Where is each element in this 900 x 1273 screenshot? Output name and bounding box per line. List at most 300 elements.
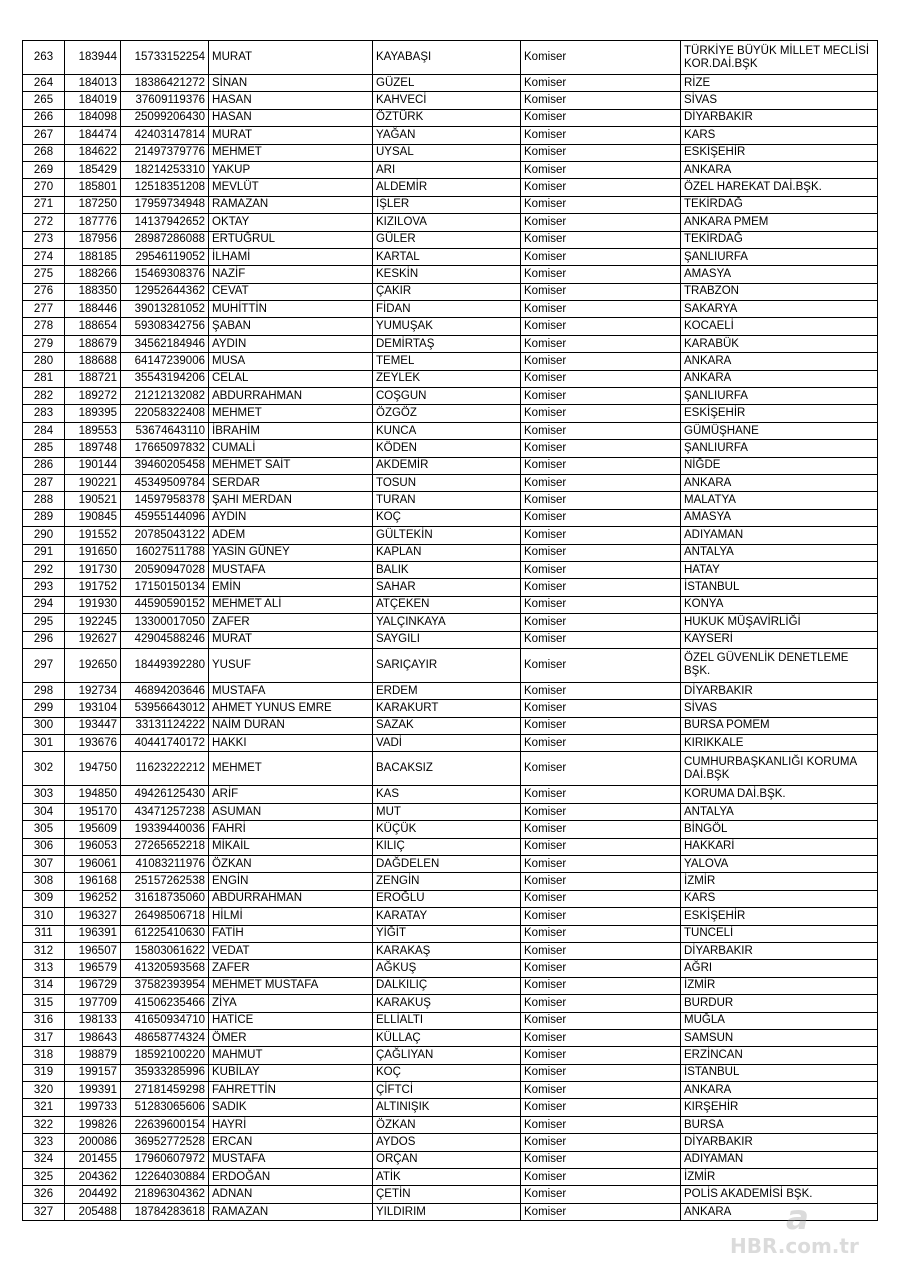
cell-id-number: 21896304362 (121, 1186, 209, 1203)
table-row (23, 1047, 878, 1064)
cell-id-number: 17665097832 (121, 440, 209, 457)
cell-rank: Komiser (521, 717, 681, 734)
cell-row-number: 266 (23, 109, 65, 126)
table-row (23, 335, 878, 352)
cell-unit: İZMİR (681, 873, 878, 890)
cell-unit: GÜMÜŞHANE (681, 422, 878, 439)
cell-first-name: CELAL (209, 370, 373, 387)
cell-registry-number: 198133 (65, 1012, 121, 1029)
cell-last-name: GÜLER (373, 231, 521, 248)
cell-unit: ERZİNCAN (681, 1047, 878, 1064)
cell-registry-number: 198879 (65, 1047, 121, 1064)
cell-unit: HAKKARİ (681, 838, 878, 855)
cell-rank: Komiser (521, 1047, 681, 1064)
cell-registry-number: 196579 (65, 960, 121, 977)
cell-registry-number: 185429 (65, 161, 121, 178)
cell-last-name: COŞGUN (373, 388, 521, 405)
cell-rank: Komiser (521, 144, 681, 161)
cell-registry-number: 200086 (65, 1134, 121, 1151)
table-row (23, 1169, 878, 1186)
table-row (23, 1012, 878, 1029)
cell-last-name: BALIK (373, 561, 521, 578)
cell-id-number: 15803061622 (121, 942, 209, 959)
cell-unit: AMASYA (681, 509, 878, 526)
cell-id-number: 41650934710 (121, 1012, 209, 1029)
cell-unit: KARS (681, 890, 878, 907)
cell-unit: DİYARBAKIR (681, 109, 878, 126)
cell-rank: Komiser (521, 838, 681, 855)
table-row (23, 405, 878, 422)
cell-first-name: MEHMET SAİT (209, 457, 373, 474)
cell-registry-number: 199391 (65, 1082, 121, 1099)
cell-first-name: EMİN (209, 579, 373, 596)
cell-rank: Komiser (521, 1099, 681, 1116)
table-row (23, 492, 878, 509)
cell-registry-number: 199826 (65, 1116, 121, 1133)
cell-unit: KONYA (681, 596, 878, 613)
table-row (23, 890, 878, 907)
cell-id-number: 17150150134 (121, 579, 209, 596)
cell-id-number: 19339440036 (121, 821, 209, 838)
cell-id-number: 40441740172 (121, 735, 209, 752)
cell-row-number: 323 (23, 1134, 65, 1151)
cell-row-number: 277 (23, 301, 65, 318)
cell-registry-number: 184013 (65, 75, 121, 92)
cell-rank: Komiser (521, 648, 681, 682)
cell-id-number: 25099206430 (121, 109, 209, 126)
cell-first-name: HİLMİ (209, 908, 373, 925)
cell-id-number: 11623222212 (121, 752, 209, 786)
cell-first-name: ERCAN (209, 1134, 373, 1151)
cell-first-name: HAKKI (209, 735, 373, 752)
cell-last-name: YALÇINKAYA (373, 614, 521, 631)
cell-id-number: 45955144096 (121, 509, 209, 526)
cell-unit: ANKARA (681, 1203, 878, 1220)
cell-rank: Komiser (521, 266, 681, 283)
cell-id-number: 39013281052 (121, 301, 209, 318)
cell-registry-number: 197709 (65, 995, 121, 1012)
cell-last-name: KESKİN (373, 266, 521, 283)
table-row (23, 786, 878, 803)
cell-id-number: 18784283618 (121, 1203, 209, 1220)
cell-id-number: 25157262538 (121, 873, 209, 890)
cell-last-name: GÜZEL (373, 75, 521, 92)
cell-last-name: KARATAY (373, 908, 521, 925)
cell-row-number: 269 (23, 161, 65, 178)
cell-registry-number: 191730 (65, 561, 121, 578)
cell-first-name: CUMALİ (209, 440, 373, 457)
cell-row-number: 318 (23, 1047, 65, 1064)
cell-first-name: MEHMET MUSTAFA (209, 977, 373, 994)
cell-unit: POLİS AKADEMİSİ BŞK. (681, 1186, 878, 1203)
cell-first-name: MUSA (209, 353, 373, 370)
cell-last-name: KÜLLAÇ (373, 1029, 521, 1046)
cell-first-name: VEDAT (209, 942, 373, 959)
cell-row-number: 304 (23, 803, 65, 820)
cell-first-name: NAİM DURAN (209, 717, 373, 734)
cell-last-name: GÜLTEKİN (373, 527, 521, 544)
cell-rank: Komiser (521, 925, 681, 942)
cell-unit: NİĞDE (681, 457, 878, 474)
cell-rank: Komiser (521, 509, 681, 526)
cell-row-number: 325 (23, 1169, 65, 1186)
cell-registry-number: 205488 (65, 1203, 121, 1220)
cell-last-name: ÇETİN (373, 1186, 521, 1203)
cell-unit: BİNGÖL (681, 821, 878, 838)
cell-rank: Komiser (521, 942, 681, 959)
cell-unit: KAYSERİ (681, 631, 878, 648)
cell-id-number: 22639600154 (121, 1116, 209, 1133)
cell-registry-number: 184622 (65, 144, 121, 161)
cell-last-name: KILIÇ (373, 838, 521, 855)
cell-first-name: MEHMET (209, 405, 373, 422)
cell-first-name: RAMAZAN (209, 196, 373, 213)
cell-last-name: ATİK (373, 1169, 521, 1186)
cell-row-number: 299 (23, 700, 65, 717)
cell-first-name: MEHMET (209, 752, 373, 786)
table-row (23, 370, 878, 387)
cell-first-name: FATİH (209, 925, 373, 942)
cell-last-name: KARAKAŞ (373, 942, 521, 959)
cell-last-name: ALDEMİR (373, 179, 521, 196)
cell-id-number: 45349509784 (121, 474, 209, 491)
table-row (23, 579, 878, 596)
cell-rank: Komiser (521, 474, 681, 491)
table-row (23, 752, 878, 786)
cell-id-number: 27181459298 (121, 1082, 209, 1099)
cell-last-name: KOÇ (373, 1064, 521, 1081)
cell-last-name: ÖZTÜRK (373, 109, 521, 126)
cell-first-name: MUSTAFA (209, 682, 373, 699)
cell-last-name: VADİ (373, 735, 521, 752)
cell-row-number: 270 (23, 179, 65, 196)
cell-last-name: ÇİFTCİ (373, 1082, 521, 1099)
cell-id-number: 35543194206 (121, 370, 209, 387)
cell-id-number: 64147239006 (121, 353, 209, 370)
cell-row-number: 272 (23, 214, 65, 231)
cell-registry-number: 196327 (65, 908, 121, 925)
cell-registry-number: 193676 (65, 735, 121, 752)
cell-unit: ŞANLIURFA (681, 248, 878, 265)
table-row (23, 1099, 878, 1116)
cell-row-number: 309 (23, 890, 65, 907)
cell-id-number: 14597958378 (121, 492, 209, 509)
cell-registry-number: 188185 (65, 248, 121, 265)
cell-first-name: ASUMAN (209, 803, 373, 820)
cell-unit: KOCAELİ (681, 318, 878, 335)
cell-id-number: 37609119376 (121, 92, 209, 109)
cell-id-number: 28987286088 (121, 231, 209, 248)
table-row (23, 682, 878, 699)
table-row (23, 196, 878, 213)
cell-last-name: TURAN (373, 492, 521, 509)
cell-rank: Komiser (521, 231, 681, 248)
cell-unit: TEKİRDAĞ (681, 196, 878, 213)
cell-last-name: KÖDEN (373, 440, 521, 457)
cell-rank: Komiser (521, 1169, 681, 1186)
cell-unit: SİVAS (681, 92, 878, 109)
cell-id-number: 26498506718 (121, 908, 209, 925)
cell-first-name: SERDAR (209, 474, 373, 491)
table-row (23, 544, 878, 561)
cell-registry-number: 190845 (65, 509, 121, 526)
cell-registry-number: 190144 (65, 457, 121, 474)
cell-rank: Komiser (521, 1082, 681, 1099)
table-row (23, 838, 878, 855)
cell-id-number: 18386421272 (121, 75, 209, 92)
cell-unit: HATAY (681, 561, 878, 578)
cell-last-name: ATÇEKEN (373, 596, 521, 613)
cell-first-name: RAMAZAN (209, 1203, 373, 1220)
cell-row-number: 283 (23, 405, 65, 422)
cell-registry-number: 193104 (65, 700, 121, 717)
cell-row-number: 305 (23, 821, 65, 838)
cell-last-name: YAĞAN (373, 127, 521, 144)
cell-last-name: ÇAKIR (373, 283, 521, 300)
table-row (23, 631, 878, 648)
cell-rank: Komiser (521, 682, 681, 699)
cell-first-name: MUSTAFA (209, 561, 373, 578)
cell-row-number: 273 (23, 231, 65, 248)
cell-row-number: 308 (23, 873, 65, 890)
cell-unit: KIRŞEHİR (681, 1099, 878, 1116)
cell-first-name: FAHRETTİN (209, 1082, 373, 1099)
table-row (23, 995, 878, 1012)
cell-registry-number: 188688 (65, 353, 121, 370)
cell-row-number: 320 (23, 1082, 65, 1099)
cell-unit: ANTALYA (681, 803, 878, 820)
cell-registry-number: 189395 (65, 405, 121, 422)
cell-rank: Komiser (521, 318, 681, 335)
cell-row-number: 321 (23, 1099, 65, 1116)
cell-last-name: ORÇAN (373, 1151, 521, 1168)
cell-id-number: 17960607972 (121, 1151, 209, 1168)
table-row (23, 318, 878, 335)
cell-first-name: İLHAMİ (209, 248, 373, 265)
cell-id-number: 12264030884 (121, 1169, 209, 1186)
cell-registry-number: 184019 (65, 92, 121, 109)
cell-last-name: TEMEL (373, 353, 521, 370)
cell-first-name: ARİF (209, 786, 373, 803)
table-row (23, 422, 878, 439)
cell-unit: ESKİŞEHİR (681, 405, 878, 422)
cell-unit: İZMİR (681, 977, 878, 994)
cell-unit: DİYARBAKIR (681, 942, 878, 959)
table-row (23, 527, 878, 544)
table-row (23, 735, 878, 752)
cell-row-number: 315 (23, 995, 65, 1012)
cell-id-number: 31618735060 (121, 890, 209, 907)
table-row (23, 1186, 878, 1203)
cell-last-name: KOÇ (373, 509, 521, 526)
cell-row-number: 291 (23, 544, 65, 561)
cell-first-name: SİNAN (209, 75, 373, 92)
cell-id-number: 41506235466 (121, 995, 209, 1012)
cell-row-number: 274 (23, 248, 65, 265)
cell-registry-number: 188446 (65, 301, 121, 318)
cell-last-name: SAYGILI (373, 631, 521, 648)
cell-first-name: MEVLÜT (209, 179, 373, 196)
cell-id-number: 43471257238 (121, 803, 209, 820)
cell-unit: ANKARA (681, 353, 878, 370)
cell-row-number: 289 (23, 509, 65, 526)
cell-registry-number: 185801 (65, 179, 121, 196)
table-row (23, 144, 878, 161)
cell-rank: Komiser (521, 1029, 681, 1046)
cell-row-number: 310 (23, 908, 65, 925)
cell-id-number: 35933285996 (121, 1064, 209, 1081)
cell-rank: Komiser (521, 631, 681, 648)
cell-last-name: ÖZGÖZ (373, 405, 521, 422)
cell-registry-number: 195170 (65, 803, 121, 820)
cell-row-number: 317 (23, 1029, 65, 1046)
cell-first-name: MURAT (209, 631, 373, 648)
table-row (23, 179, 878, 196)
cell-row-number: 285 (23, 440, 65, 457)
cell-unit: TRABZON (681, 283, 878, 300)
cell-last-name: AĞKUŞ (373, 960, 521, 977)
cell-last-name: KARTAL (373, 248, 521, 265)
cell-unit: İZMİR (681, 1169, 878, 1186)
cell-unit: ESKİŞEHİR (681, 144, 878, 161)
cell-row-number: 267 (23, 127, 65, 144)
cell-id-number: 16027511788 (121, 544, 209, 561)
cell-unit: ESKİŞEHİR (681, 908, 878, 925)
cell-rank: Komiser (521, 890, 681, 907)
cell-registry-number: 192245 (65, 614, 121, 631)
cell-rank: Komiser (521, 596, 681, 613)
cell-rank: Komiser (521, 908, 681, 925)
cell-first-name: MAHMUT (209, 1047, 373, 1064)
cell-unit: İSTANBUL (681, 579, 878, 596)
cell-unit: BURDUR (681, 995, 878, 1012)
cell-registry-number: 188679 (65, 335, 121, 352)
cell-rank: Komiser (521, 977, 681, 994)
personnel-table (22, 40, 878, 1221)
cell-rank: Komiser (521, 700, 681, 717)
cell-rank: Komiser (521, 370, 681, 387)
cell-last-name: ÖZKAN (373, 1116, 521, 1133)
table-row (23, 509, 878, 526)
table-row (23, 266, 878, 283)
cell-unit: RİZE (681, 75, 878, 92)
cell-row-number: 326 (23, 1186, 65, 1203)
cell-rank: Komiser (521, 301, 681, 318)
cell-last-name: YUMUŞAK (373, 318, 521, 335)
cell-last-name: DALKILIÇ (373, 977, 521, 994)
cell-rank: Komiser (521, 1134, 681, 1151)
cell-unit: ANKARA (681, 474, 878, 491)
cell-last-name: ARI (373, 161, 521, 178)
cell-registry-number: 196061 (65, 856, 121, 873)
cell-last-name: AYDOS (373, 1134, 521, 1151)
table-row (23, 474, 878, 491)
cell-unit: ANKARA PMEM (681, 214, 878, 231)
cell-rank: Komiser (521, 1186, 681, 1203)
cell-first-name: YASİN GÜNEY (209, 544, 373, 561)
cell-row-number: 319 (23, 1064, 65, 1081)
table-row (23, 614, 878, 631)
cell-rank: Komiser (521, 995, 681, 1012)
cell-rank: Komiser (521, 75, 681, 92)
cell-first-name: MURAT (209, 41, 373, 75)
cell-rank: Komiser (521, 752, 681, 786)
cell-first-name: SADIK (209, 1099, 373, 1116)
cell-registry-number: 194750 (65, 752, 121, 786)
cell-id-number: 15733152254 (121, 41, 209, 75)
cell-rank: Komiser (521, 92, 681, 109)
cell-unit: ADIYAMAN (681, 1151, 878, 1168)
cell-rank: Komiser (521, 41, 681, 75)
cell-first-name: ŞABAN (209, 318, 373, 335)
table-row (23, 75, 878, 92)
cell-unit: SİVAS (681, 700, 878, 717)
cell-last-name: ZENGİN (373, 873, 521, 890)
cell-registry-number: 192650 (65, 648, 121, 682)
cell-first-name: MİKAİL (209, 838, 373, 855)
table-row (23, 700, 878, 717)
cell-row-number: 296 (23, 631, 65, 648)
cell-last-name: KAYABAŞI (373, 41, 521, 75)
cell-first-name: ERDOĞAN (209, 1169, 373, 1186)
cell-id-number: 41320593568 (121, 960, 209, 977)
cell-registry-number: 189553 (65, 422, 121, 439)
cell-rank: Komiser (521, 109, 681, 126)
table-row (23, 648, 878, 682)
cell-id-number: 15469308376 (121, 266, 209, 283)
cell-unit: BURSA (681, 1116, 878, 1133)
cell-unit: AMASYA (681, 266, 878, 283)
cell-last-name: KARAKUŞ (373, 995, 521, 1012)
table-row (23, 873, 878, 890)
cell-last-name: FİDAN (373, 301, 521, 318)
table-row (23, 301, 878, 318)
cell-first-name: İBRAHİM (209, 422, 373, 439)
cell-registry-number: 191650 (65, 544, 121, 561)
cell-rank: Komiser (521, 353, 681, 370)
cell-registry-number: 189272 (65, 388, 121, 405)
cell-first-name: HASAN (209, 92, 373, 109)
cell-unit: YALOVA (681, 856, 878, 873)
cell-registry-number: 196252 (65, 890, 121, 907)
cell-unit: AĞRI (681, 960, 878, 977)
cell-rank: Komiser (521, 179, 681, 196)
cell-registry-number: 183944 (65, 41, 121, 75)
table-row (23, 977, 878, 994)
table-row (23, 109, 878, 126)
cell-unit: BURSA POMEM (681, 717, 878, 734)
cell-rank: Komiser (521, 422, 681, 439)
cell-first-name: ŞAHI MERDAN (209, 492, 373, 509)
cell-row-number: 287 (23, 474, 65, 491)
cell-unit: İSTANBUL (681, 1064, 878, 1081)
hbr-watermark-logo (726, 1203, 876, 1259)
cell-registry-number: 184098 (65, 109, 121, 126)
cell-last-name: DEMİRTAŞ (373, 335, 521, 352)
cell-first-name: ABDURRAHMAN (209, 890, 373, 907)
cell-last-name: SARIÇAYIR (373, 648, 521, 682)
cell-first-name: NAZİF (209, 266, 373, 283)
cell-rank: Komiser (521, 440, 681, 457)
cell-id-number: 61225410630 (121, 925, 209, 942)
cell-first-name: MUHİTTİN (209, 301, 373, 318)
cell-registry-number: 196053 (65, 838, 121, 855)
cell-unit: TEKİRDAĞ (681, 231, 878, 248)
cell-row-number: 290 (23, 527, 65, 544)
cell-first-name: ZAFER (209, 614, 373, 631)
cell-first-name: ZİYA (209, 995, 373, 1012)
cell-last-name: YİĞİT (373, 925, 521, 942)
